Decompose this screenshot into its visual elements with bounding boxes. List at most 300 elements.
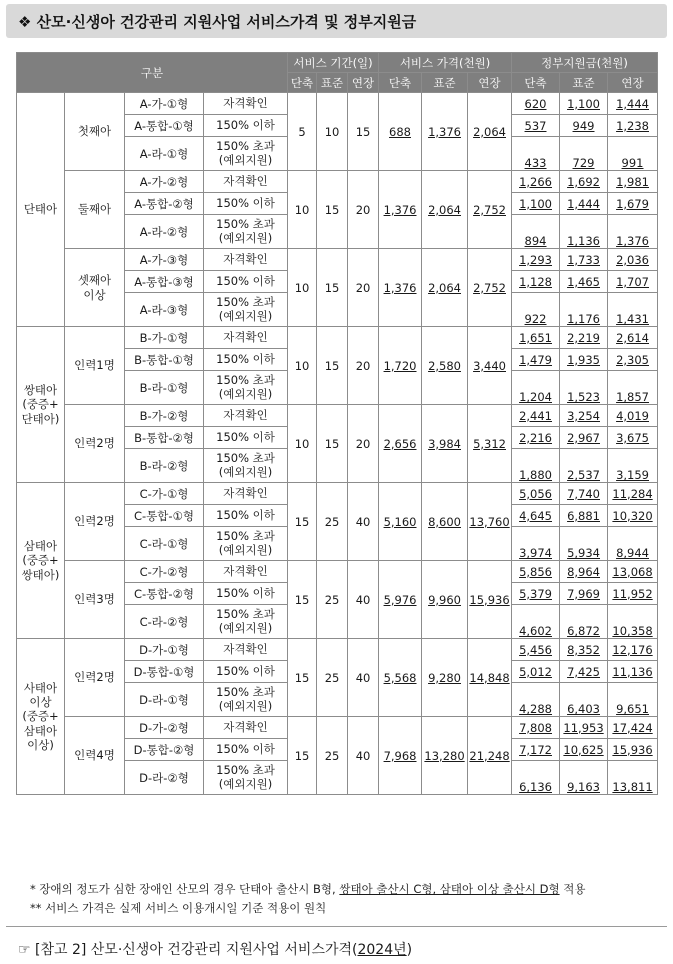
condition-cell: 자격확인: [204, 717, 288, 739]
period-extended-cell: 40: [348, 639, 379, 717]
footnotes: [30, 880, 585, 918]
subsidy-value: 12,176: [612, 642, 653, 657]
period-extended-cell: 15: [348, 93, 379, 171]
subsidy-value: 2,219: [567, 330, 600, 345]
table-row: [17, 483, 658, 505]
price-short-cell: [379, 717, 422, 795]
subsidy-extended-cell: [608, 93, 658, 115]
subsidy-extended-cell: [608, 605, 658, 639]
subsidy-value: 5,056: [519, 486, 552, 501]
subsidy-short-cell: [512, 171, 560, 193]
period-extended-cell: 20: [348, 405, 379, 483]
condition-cell: 자격확인: [204, 405, 288, 427]
subsidy-value: 2,216: [519, 430, 552, 445]
header-price-standard: 표준: [422, 73, 468, 93]
type-code-cell: B-가-①형: [125, 327, 204, 349]
sub-category-cell: 인력3명: [65, 561, 125, 639]
subsidy-value: 1,981: [616, 174, 649, 189]
condition-cell: 자격확인: [204, 93, 288, 115]
subsidy-value: 8,944: [616, 546, 649, 560]
condition-cell: 150% 이하: [204, 583, 288, 605]
subsidy-value: 1,935: [567, 352, 600, 367]
price-short-cell: [379, 93, 422, 171]
price-value: 2,580: [428, 358, 461, 373]
price-short-cell: [379, 405, 422, 483]
subsidy-value: 11,952: [612, 586, 653, 601]
condition-cell: 150% 이하: [204, 271, 288, 293]
subsidy-extended-cell: [608, 661, 658, 683]
subsidy-standard-cell: [560, 137, 608, 171]
footnote-1-prefix: * 장애의 정도가 심한 장애인 산모의 경우 단태아 출산시 B형,: [30, 882, 336, 896]
table-row: [17, 717, 658, 739]
subsidy-value: 3,675: [616, 430, 649, 445]
subsidy-value: 729: [572, 156, 595, 170]
price-standard-cell: [422, 639, 468, 717]
subsidy-value: 1,523: [567, 390, 600, 404]
type-code-cell: C-가-②형: [125, 561, 204, 583]
period-short-cell: 15: [288, 561, 317, 639]
sub-category-cell: 셋째아 이상: [65, 249, 125, 327]
birth-type-cell: 삼태아 (중증+ 쌍태아): [17, 483, 65, 639]
subsidy-short-cell: [512, 193, 560, 215]
subsidy-short-cell: [512, 327, 560, 349]
type-code-cell: A-라-②형: [125, 215, 204, 249]
subsidy-standard-cell: [560, 561, 608, 583]
subsidy-value: 1,651: [519, 330, 552, 345]
price-value: 1,376: [383, 202, 417, 217]
subsidy-value: 620: [524, 96, 547, 111]
subsidy-value: 7,969: [567, 586, 600, 601]
subsidy-extended-cell: [608, 449, 658, 483]
price-extended-cell: [468, 561, 512, 639]
subsidy-short-cell: [512, 583, 560, 605]
period-standard-cell: 15: [317, 249, 348, 327]
divider: [6, 926, 667, 927]
condition-cell: 자격확인: [204, 327, 288, 349]
subsidy-value: 13,811: [612, 780, 653, 794]
price-short-cell: [379, 249, 422, 327]
price-extended-cell: [468, 483, 512, 561]
price-standard-cell: [422, 405, 468, 483]
subsidy-value: 1,431: [616, 312, 649, 326]
period-short-cell: 10: [288, 249, 317, 327]
subsidy-short-cell: [512, 271, 560, 293]
condition-cell: 150% 이하: [204, 193, 288, 215]
header-subsidy-extended: 연장: [608, 73, 658, 93]
subsidy-value: 537: [524, 118, 547, 133]
type-code-cell: C-통합-①형: [125, 505, 204, 527]
subsidy-value: 3,254: [567, 408, 600, 423]
subsidy-standard-cell: [560, 605, 608, 639]
subsidy-standard-cell: [560, 271, 608, 293]
subsidy-extended-cell: [608, 371, 658, 405]
subsidy-value: 7,740: [567, 486, 600, 501]
price-value: 2,752: [473, 202, 506, 217]
subsidy-standard-cell: [560, 349, 608, 371]
subsidy-value: 10,358: [612, 624, 653, 638]
subsidy-value: 7,808: [519, 720, 552, 735]
subsidy-value: 9,651: [616, 702, 649, 716]
price-value: 1,376: [428, 124, 461, 139]
type-code-cell: B-라-②형: [125, 449, 204, 483]
subsidy-value: 2,614: [616, 330, 649, 345]
type-code-cell: B-통합-②형: [125, 427, 204, 449]
subsidy-value: 1,100: [519, 196, 552, 211]
subsidy-standard-cell: [560, 505, 608, 527]
price-value: 5,568: [383, 670, 417, 685]
header-subsidy-standard: 표준: [560, 73, 608, 93]
birth-type-cell: 사태아 이상 (중증+ 삼태아 이상): [17, 639, 65, 795]
subsidy-short-cell: [512, 249, 560, 271]
price-standard-cell: [422, 171, 468, 249]
type-code-cell: D-가-②형: [125, 717, 204, 739]
subsidy-value: 4,602: [519, 624, 552, 638]
header-price-short: 단축: [379, 73, 422, 93]
subsidy-standard-cell: [560, 193, 608, 215]
subsidy-value: 894: [524, 234, 547, 248]
period-standard-cell: 25: [317, 483, 348, 561]
condition-cell: 150% 초과 (예외지원): [204, 761, 288, 795]
type-code-cell: D-라-②형: [125, 761, 204, 795]
subsidy-extended-cell: [608, 427, 658, 449]
condition-cell: 150% 이하: [204, 349, 288, 371]
footnote-1-suffix: 적용: [563, 882, 586, 896]
subsidy-value: 1,176: [567, 312, 600, 326]
type-code-cell: A-라-①형: [125, 137, 204, 171]
subsidy-extended-cell: [608, 405, 658, 427]
condition-cell: 150% 이하: [204, 661, 288, 683]
period-short-cell: 10: [288, 171, 317, 249]
price-value: 2,656: [383, 436, 417, 451]
header-price: 서비스 가격(천원): [379, 53, 512, 73]
subsidy-short-cell: [512, 739, 560, 761]
price-value: 8,600: [428, 514, 461, 529]
subsidy-short-cell: [512, 605, 560, 639]
subsidy-standard-cell: [560, 93, 608, 115]
sub-category-cell: 인력2명: [65, 483, 125, 561]
price-value: 2,752: [473, 280, 506, 295]
period-extended-cell: 40: [348, 717, 379, 795]
subsidy-extended-cell: [608, 271, 658, 293]
table-row: [17, 93, 658, 115]
subsidy-extended-cell: [608, 583, 658, 605]
subsidy-short-cell: [512, 527, 560, 561]
period-extended-cell: 20: [348, 171, 379, 249]
subsidy-standard-cell: [560, 683, 608, 717]
type-code-cell: D-가-①형: [125, 639, 204, 661]
type-code-cell: C-가-①형: [125, 483, 204, 505]
header-category: 구분: [17, 53, 288, 93]
condition-cell: 자격확인: [204, 561, 288, 583]
type-code-cell: A-가-①형: [125, 93, 204, 115]
price-standard-cell: [422, 327, 468, 405]
price-value: 15,936: [469, 592, 510, 607]
price-value: 5,160: [383, 514, 417, 529]
condition-cell: 150% 이하: [204, 115, 288, 137]
subsidy-value: 1,266: [519, 174, 552, 189]
subsidy-standard-cell: [560, 327, 608, 349]
subsidy-standard-cell: [560, 249, 608, 271]
reference-suffix: ): [406, 942, 413, 958]
subsidy-value: 1,444: [616, 96, 649, 111]
subsidy-short-cell: [512, 505, 560, 527]
subsidy-value: 4,019: [616, 408, 649, 423]
price-value: 14,848: [469, 670, 510, 685]
subsidy-value: 2,036: [616, 252, 649, 267]
header-period-short: 단축: [288, 73, 317, 93]
subsidy-value: 1,479: [519, 352, 552, 367]
price-short-cell: [379, 561, 422, 639]
condition-cell: 150% 초과 (예외지원): [204, 371, 288, 405]
subsidy-standard-cell: [560, 527, 608, 561]
condition-cell: 자격확인: [204, 171, 288, 193]
subsidy-value: 10,320: [612, 508, 653, 523]
subsidy-extended-cell: [608, 561, 658, 583]
period-extended-cell: 40: [348, 561, 379, 639]
sub-category-cell: 인력4명: [65, 717, 125, 795]
sub-category-cell: 인력1명: [65, 327, 125, 405]
price-value: 7,968: [383, 748, 417, 763]
subsidy-short-cell: [512, 561, 560, 583]
type-code-cell: B-통합-①형: [125, 349, 204, 371]
subsidy-value: 6,881: [567, 508, 600, 523]
subsidy-value: 1,128: [519, 274, 552, 289]
subsidy-value: 1,100: [567, 96, 600, 111]
subsidy-value: 1,444: [567, 196, 600, 211]
header-period: 서비스 기간(일): [288, 53, 379, 73]
birth-type-cell: 쌍태아 (중증+ 단태아): [17, 327, 65, 483]
period-short-cell: 10: [288, 327, 317, 405]
subsidy-standard-cell: [560, 427, 608, 449]
table-row: [17, 249, 658, 271]
condition-cell: 150% 초과 (예외지원): [204, 683, 288, 717]
subsidy-value: 4,645: [519, 508, 552, 523]
condition-cell: 150% 이하: [204, 739, 288, 761]
period-standard-cell: 25: [317, 639, 348, 717]
subsidy-value: 1,733: [567, 252, 600, 267]
price-standard-cell: [422, 483, 468, 561]
subsidy-extended-cell: [608, 171, 658, 193]
type-code-cell: A-가-②형: [125, 171, 204, 193]
type-code-cell: C-라-①형: [125, 527, 204, 561]
period-standard-cell: 15: [317, 405, 348, 483]
subsidy-short-cell: [512, 427, 560, 449]
subsidy-standard-cell: [560, 483, 608, 505]
price-standard-cell: [422, 93, 468, 171]
subsidy-value: 1,465: [567, 274, 600, 289]
price-standard-cell: [422, 561, 468, 639]
header-price-extended: 연장: [468, 73, 512, 93]
price-value: 5,976: [383, 592, 417, 607]
subsidy-short-cell: [512, 717, 560, 739]
subsidy-short-cell: [512, 137, 560, 171]
table-row: [17, 561, 658, 583]
price-extended-cell: [468, 717, 512, 795]
subsidy-value: 2,967: [567, 430, 600, 445]
subsidy-short-cell: [512, 215, 560, 249]
subsidy-standard-cell: [560, 639, 608, 661]
table-body: [17, 93, 658, 795]
type-code-cell: C-통합-②형: [125, 583, 204, 605]
sub-category-cell: 둘째아: [65, 171, 125, 249]
subsidy-value: 1,679: [616, 196, 649, 211]
price-short-cell: [379, 171, 422, 249]
subsidy-standard-cell: [560, 449, 608, 483]
subsidy-extended-cell: [608, 327, 658, 349]
subsidy-standard-cell: [560, 739, 608, 761]
subsidy-extended-cell: [608, 483, 658, 505]
header-period-standard: 표준: [317, 73, 348, 93]
subsidy-short-cell: [512, 661, 560, 683]
condition-cell: 자격확인: [204, 483, 288, 505]
subsidy-value: 10,625: [563, 742, 604, 757]
price-value: 2,064: [428, 202, 461, 217]
price-value: 1,376: [383, 280, 417, 295]
subsidy-value: 2,305: [616, 352, 649, 367]
subsidy-short-cell: [512, 371, 560, 405]
subsidy-extended-cell: [608, 683, 658, 717]
condition-cell: 자격확인: [204, 639, 288, 661]
subsidy-value: 1,204: [519, 390, 552, 404]
subsidy-extended-cell: [608, 505, 658, 527]
price-value: 5,312: [473, 436, 506, 451]
subsidy-extended-cell: [608, 137, 658, 171]
subsidy-value: 1,707: [616, 274, 649, 289]
subsidy-value: 949: [572, 118, 595, 133]
subsidy-value: 3,974: [519, 546, 552, 560]
table-row: [17, 639, 658, 661]
price-extended-cell: [468, 327, 512, 405]
subsidy-short-cell: [512, 293, 560, 327]
subsidy-value: 5,379: [519, 586, 552, 601]
price-extended-cell: [468, 405, 512, 483]
subsidy-short-cell: [512, 683, 560, 717]
period-short-cell: 15: [288, 717, 317, 795]
type-code-cell: A-통합-②형: [125, 193, 204, 215]
period-short-cell: 15: [288, 639, 317, 717]
price-value: 2,064: [428, 280, 461, 295]
subsidy-value: 3,159: [616, 468, 649, 482]
condition-cell: 150% 초과 (예외지원): [204, 293, 288, 327]
price-short-cell: [379, 639, 422, 717]
type-code-cell: B-라-①형: [125, 371, 204, 405]
condition-cell: 150% 초과 (예외지원): [204, 449, 288, 483]
sub-category-cell: 인력2명: [65, 405, 125, 483]
subsidy-extended-cell: [608, 717, 658, 739]
sub-category-cell: 인력2명: [65, 639, 125, 717]
subsidy-extended-cell: [608, 527, 658, 561]
subsidy-standard-cell: [560, 717, 608, 739]
type-code-cell: A-통합-①형: [125, 115, 204, 137]
type-code-cell: C-라-②형: [125, 605, 204, 639]
price-value: 13,280: [424, 748, 465, 763]
period-standard-cell: 25: [317, 561, 348, 639]
footnote-1: [30, 880, 585, 899]
period-standard-cell: 10: [317, 93, 348, 171]
price-value: 9,960: [428, 592, 461, 607]
subsidy-value: 5,856: [519, 564, 552, 579]
price-value: 688: [389, 124, 411, 139]
subsidy-value: 9,163: [567, 780, 600, 794]
footnote-1-underlined: 쌍태아 출산시 C형, 삼태아 이상 출산시 D형: [339, 882, 560, 896]
subsidy-short-cell: [512, 349, 560, 371]
condition-cell: 150% 초과 (예외지원): [204, 605, 288, 639]
condition-cell: 150% 초과 (예외지원): [204, 215, 288, 249]
type-code-cell: A-가-③형: [125, 249, 204, 271]
price-extended-cell: [468, 171, 512, 249]
subsidy-value: 433: [524, 156, 547, 170]
price-standard-cell: [422, 249, 468, 327]
price-extended-cell: [468, 249, 512, 327]
condition-cell: 150% 이하: [204, 505, 288, 527]
type-code-cell: B-가-②형: [125, 405, 204, 427]
reference-prefix: ☞ [참고 2] 산모·신생아 건강관리 지원사업 서비스가격(: [18, 942, 358, 958]
period-short-cell: 15: [288, 483, 317, 561]
subsidy-value: 7,172: [519, 742, 552, 757]
subsidy-extended-cell: [608, 739, 658, 761]
subsidy-short-cell: [512, 405, 560, 427]
subsidy-value: 1,692: [567, 174, 600, 189]
subsidy-value: 13,068: [612, 564, 653, 579]
price-value: 3,440: [473, 358, 506, 373]
subsidy-value: 1,880: [519, 468, 552, 482]
type-code-cell: D-통합-①형: [125, 661, 204, 683]
subsidy-value: 5,934: [567, 546, 600, 560]
type-code-cell: A-라-③형: [125, 293, 204, 327]
table-row: [17, 327, 658, 349]
subsidy-short-cell: [512, 639, 560, 661]
reference-year: 2024년: [357, 942, 407, 958]
sub-category-cell: 첫째아: [65, 93, 125, 171]
period-standard-cell: 25: [317, 717, 348, 795]
subsidy-value: 1,857: [616, 390, 649, 404]
condition-cell: 150% 초과 (예외지원): [204, 527, 288, 561]
subsidy-value: 15,936: [612, 742, 653, 757]
subsidy-value: 6,872: [567, 624, 600, 638]
subsidy-standard-cell: [560, 115, 608, 137]
birth-type-cell: 단태아: [17, 93, 65, 327]
period-extended-cell: 20: [348, 327, 379, 405]
subsidy-extended-cell: [608, 193, 658, 215]
period-short-cell: 5: [288, 93, 317, 171]
condition-cell: 자격확인: [204, 249, 288, 271]
subsidy-value: 1,376: [616, 234, 649, 248]
subsidy-standard-cell: [560, 405, 608, 427]
reference-caption: [18, 939, 412, 959]
table-row: [17, 171, 658, 193]
price-value: 1,720: [383, 358, 417, 373]
subsidy-value: 8,964: [567, 564, 600, 579]
subsidy-standard-cell: [560, 661, 608, 683]
type-code-cell: A-통합-③형: [125, 271, 204, 293]
period-standard-cell: 15: [317, 327, 348, 405]
header-period-extended: 연장: [348, 73, 379, 93]
subsidy-extended-cell: [608, 293, 658, 327]
subsidy-short-cell: [512, 115, 560, 137]
subsidy-short-cell: [512, 483, 560, 505]
subsidy-standard-cell: [560, 293, 608, 327]
subsidy-value: 1,293: [519, 252, 552, 267]
subsidy-value: 5,012: [519, 664, 552, 679]
price-value: 21,248: [469, 748, 510, 763]
period-extended-cell: 40: [348, 483, 379, 561]
title-bar: [6, 4, 667, 38]
subsidy-standard-cell: [560, 371, 608, 405]
price-extended-cell: [468, 639, 512, 717]
price-value: 3,984: [428, 436, 461, 451]
footnote-2: ** 서비스 가격은 실제 서비스 이용개시일 기준 적용이 원칙: [30, 901, 327, 915]
condition-cell: 150% 이하: [204, 427, 288, 449]
